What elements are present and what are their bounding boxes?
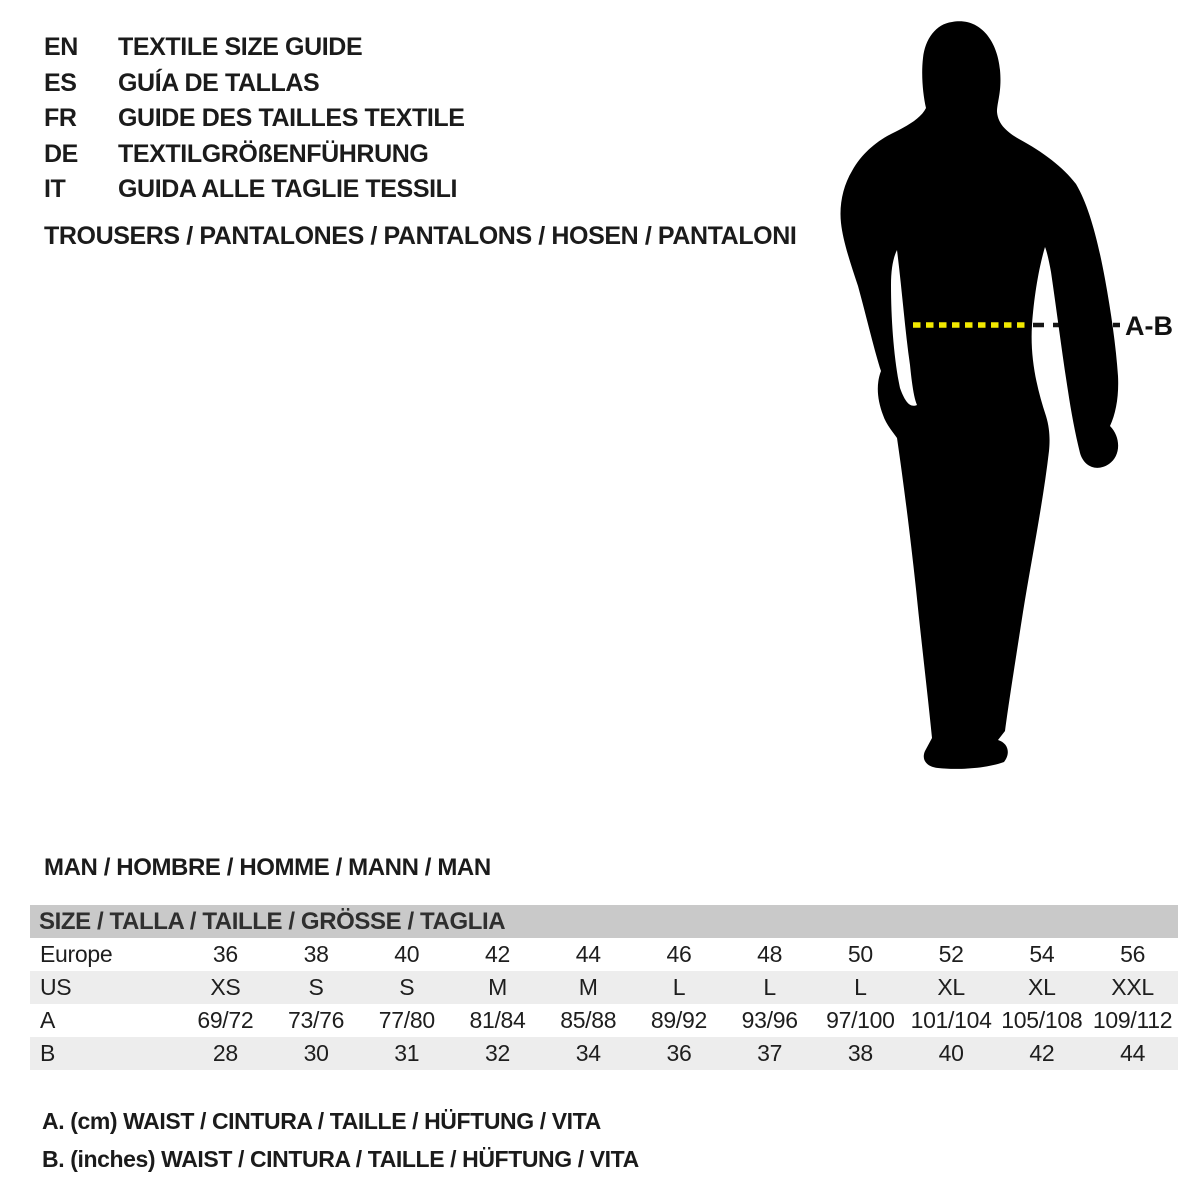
size-cell: XL (1028, 974, 1056, 1000)
size-cell: 56 (1120, 941, 1146, 967)
man-silhouette-figure (820, 0, 1200, 800)
size-cell: 40 (394, 941, 420, 967)
size-cell: 31 (394, 1040, 420, 1066)
size-cell: 38 (847, 1040, 873, 1066)
size-cell: 44 (575, 941, 601, 967)
size-cell: 81/84 (469, 1007, 526, 1033)
man-silhouette (840, 21, 1118, 769)
size-cell: 52 (938, 941, 964, 967)
language-row (44, 30, 465, 66)
language-code: ES (44, 68, 77, 97)
size-cell: 85/88 (560, 1007, 617, 1033)
size-cell: 101/104 (910, 1007, 992, 1033)
size-cell: 36 (666, 1040, 692, 1066)
table-row (30, 1037, 1178, 1070)
size-cell: 89/92 (650, 1007, 707, 1033)
size-cell: XL (937, 974, 965, 1000)
size-cell: XS (210, 974, 241, 1000)
table-row (30, 971, 1178, 1004)
size-cell: 69/72 (197, 1007, 254, 1033)
language-code: EN (44, 33, 78, 62)
size-cell: 40 (938, 1040, 964, 1066)
legend-line-b: B. (inches) WAIST / CINTURA / TAILLE / HÜFTUNG / VITA (42, 1146, 639, 1172)
size-cell: 32 (485, 1040, 510, 1066)
table-row (30, 938, 1178, 971)
size-cell: 50 (847, 941, 873, 967)
language-title: TEXTILE SIZE GUIDE (118, 33, 363, 62)
language-title: GUÍA DE TALLAS (118, 68, 320, 97)
language-title-list (44, 30, 465, 208)
language-code: DE (44, 139, 78, 168)
size-cell: 46 (666, 941, 692, 967)
size-cell: 97/100 (826, 1007, 895, 1033)
size-cell: 105/108 (1001, 1007, 1083, 1033)
size-cell: 54 (1029, 941, 1055, 967)
size-cell: 36 (212, 941, 238, 967)
size-cell: S (399, 974, 415, 1000)
size-cell: 28 (212, 1040, 238, 1066)
size-cell: 30 (303, 1040, 329, 1066)
size-table (30, 938, 1178, 1070)
language-title: GUIDA ALLE TAGLIE TESSILI (118, 175, 458, 204)
row-label: A (40, 1007, 56, 1033)
size-cell: 73/76 (288, 1007, 345, 1033)
language-code: FR (44, 104, 77, 133)
size-cell: 109/112 (1092, 1007, 1173, 1033)
size-cell: M (578, 974, 598, 1000)
language-row (44, 66, 465, 102)
size-cell: 44 (1120, 1040, 1146, 1066)
size-table-header: SIZE / TALLA / TAILLE / GRÖSSE / TAGLIA (30, 905, 1178, 938)
row-label: B (40, 1040, 56, 1066)
legend-line-a: A. (cm) WAIST / CINTURA / TAILLE / HÜFTUNG / VITA (42, 1108, 601, 1134)
size-cell: S (308, 974, 324, 1000)
table-row (30, 1004, 1178, 1037)
size-cell: XXL (1111, 974, 1154, 1000)
language-row (44, 172, 465, 208)
size-cell: 93/96 (741, 1007, 798, 1033)
size-cell: M (488, 974, 507, 1000)
size-table-body (30, 938, 1178, 1070)
language-title: TEXTILGRÖßENFÜHRUNG (118, 139, 429, 168)
size-cell: 42 (1029, 1040, 1055, 1066)
row-label: US (40, 974, 72, 1000)
language-code: IT (44, 175, 66, 204)
size-cell: L (763, 974, 776, 1000)
size-cell: 77/80 (378, 1007, 435, 1033)
size-cell: 42 (485, 941, 510, 967)
size-cell: L (854, 974, 867, 1000)
row-label: Europe (40, 941, 113, 967)
language-row (44, 101, 465, 137)
size-cell: 48 (757, 941, 783, 967)
gender-section-title: MAN / HOMBRE / HOMME / MANN / MAN (44, 854, 491, 881)
waist-measure-label: A-B (1125, 311, 1173, 341)
size-cell: 38 (303, 941, 329, 967)
size-cell: 37 (757, 1040, 783, 1066)
size-cell: 34 (575, 1040, 601, 1066)
size-cell: L (672, 974, 686, 1000)
garment-category-title: TROUSERS / PANTALONES / PANTALONS / HOSEN / PANTALONI (44, 222, 797, 250)
language-title: GUIDE DES TAILLES TEXTILE (118, 104, 465, 133)
language-row (44, 137, 465, 173)
